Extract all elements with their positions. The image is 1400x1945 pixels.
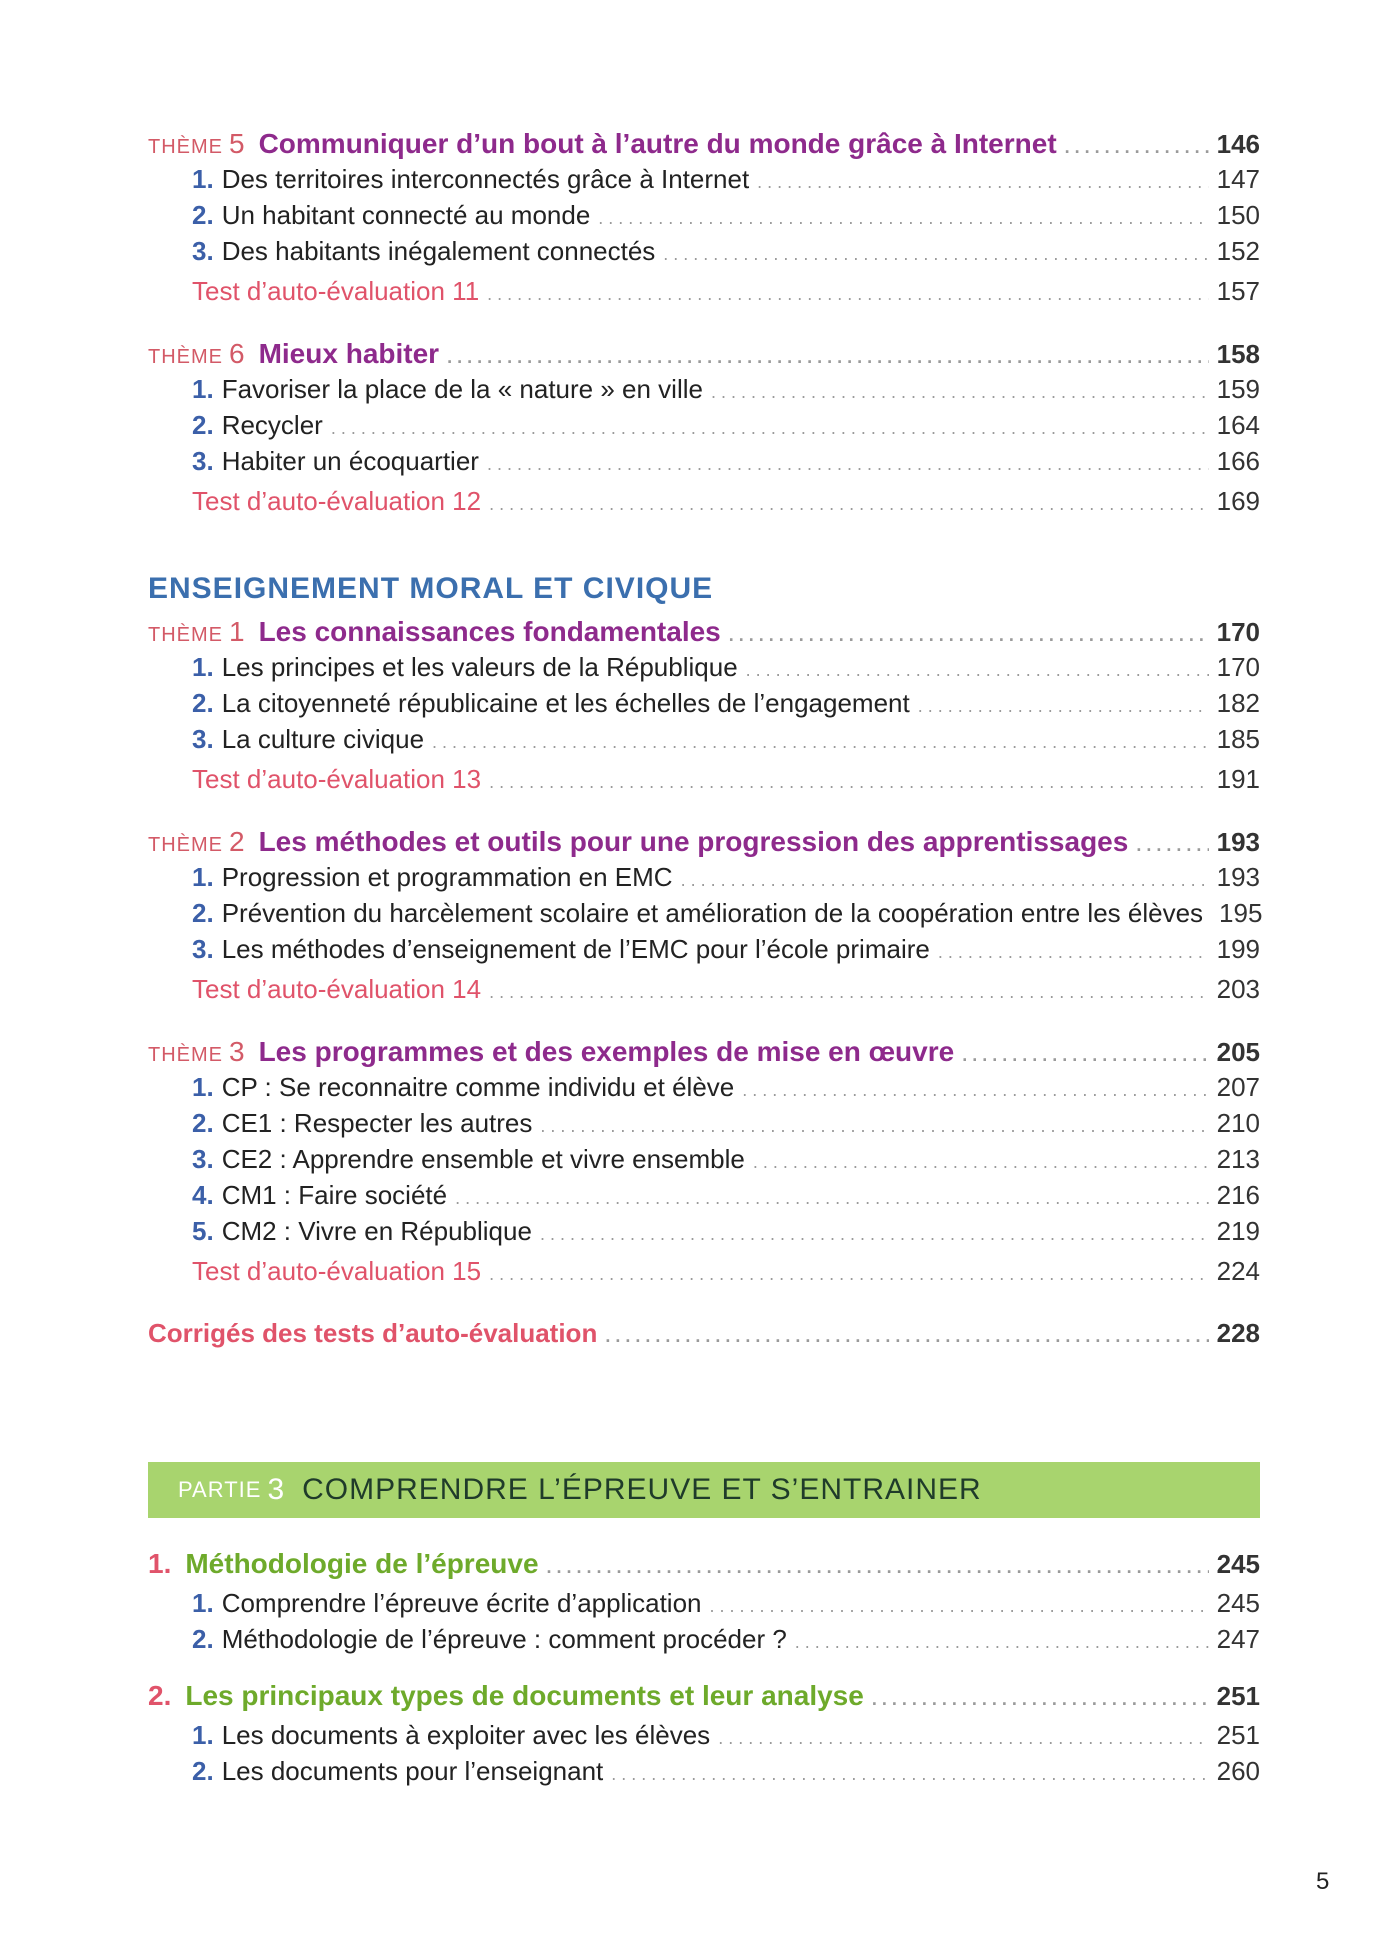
item-number: 2. [192, 410, 214, 440]
item-number: 5. [192, 1216, 214, 1246]
dot-leader [742, 1080, 1208, 1101]
dot-leader [938, 942, 1209, 963]
dot-leader [753, 1152, 1209, 1173]
theme-label: THÈME [148, 1044, 223, 1066]
item-number: 1. [192, 1072, 214, 1102]
item-title: Prévention du harcèlement scolaire et amélioration de la coopération entre les élèves [221, 898, 1204, 928]
dot-leader [489, 1264, 1209, 1285]
toc-item[interactable] [148, 1180, 1260, 1216]
item-number: 2. [192, 898, 214, 928]
dot-leader [663, 244, 1208, 265]
theme-title: Les programmes et des exemples de mise en œuvre [258, 1036, 955, 1067]
section-heading: ENSEIGNEMENT MORAL ET CIVIQUE [148, 572, 714, 605]
dot-leader [605, 1326, 1208, 1347]
dot-leader [611, 1764, 1208, 1785]
part-banner [148, 1462, 1260, 1518]
item-title: Méthodologie de l’épreuve : comment procéder ? [221, 1624, 787, 1654]
item-number: 1. [192, 862, 214, 892]
section-number: 1. [148, 1548, 172, 1579]
page-ref: 210 [1216, 1108, 1260, 1138]
theme-label: THÈME [148, 834, 223, 856]
page-ref: 245 [1216, 1588, 1260, 1618]
page-ref: 216 [1216, 1180, 1260, 1210]
theme-number: 3 [229, 1036, 245, 1067]
spacer [148, 806, 1260, 826]
section-number: 2. [148, 1680, 172, 1711]
dot-leader [872, 1689, 1209, 1710]
toc-item[interactable] [148, 164, 1260, 200]
dot-leader [718, 1728, 1208, 1749]
test-title: Test d’auto-évaluation 11 [192, 276, 480, 306]
page-ref: 219 [1216, 1216, 1260, 1246]
toc-theme-entry[interactable] [148, 826, 1260, 862]
dot-leader [540, 1116, 1208, 1137]
item-title: Progression et programmation en EMC [221, 862, 673, 892]
item-title: Recycler [221, 410, 323, 440]
page-ref: 185 [1216, 724, 1260, 754]
toc-section-entry[interactable] [148, 1548, 1260, 1588]
dot-leader [432, 732, 1209, 753]
toc-item[interactable] [148, 1624, 1260, 1660]
item-title: Favoriser la place de la « nature » en ville [221, 374, 703, 404]
toc-theme-entry[interactable] [148, 338, 1260, 374]
theme-number: 6 [229, 338, 245, 369]
dot-leader [681, 870, 1209, 891]
item-title: Des territoires interconnectés grâce à Internet [221, 164, 750, 194]
toc-item[interactable] [148, 1588, 1260, 1624]
dot-leader [711, 382, 1209, 403]
page-ref: 207 [1216, 1072, 1260, 1102]
toc-item[interactable] [148, 1144, 1260, 1180]
page-ref: 224 [1216, 1256, 1260, 1286]
test-title: Test d’auto-évaluation 13 [192, 764, 482, 794]
page-ref: 147 [1216, 164, 1260, 194]
item-title: La culture civique [221, 724, 425, 754]
page-ref: 152 [1216, 236, 1260, 266]
toc-corriges-entry[interactable] [148, 1318, 1260, 1358]
page-ref: 166 [1216, 446, 1260, 476]
toc-theme-entry[interactable] [148, 1036, 1260, 1072]
dot-leader [1065, 137, 1209, 158]
toc-item[interactable] [148, 236, 1260, 272]
dot-leader [962, 1045, 1208, 1066]
dot-leader [598, 208, 1208, 229]
dot-leader [455, 1188, 1209, 1209]
item-title: CP : Se reconnaitre comme individu et élève [221, 1072, 735, 1102]
theme-number: 5 [229, 128, 245, 159]
item-number: 2. [192, 688, 214, 718]
part3-contents [148, 1548, 1260, 1792]
theme-title: Communiquer d’un bout à l’autre du monde grâce à Internet [258, 128, 1057, 159]
page-ref: 146 [1216, 129, 1260, 159]
dot-leader [447, 347, 1209, 368]
item-number: 2. [192, 1756, 214, 1786]
page-ref: 213 [1216, 1144, 1260, 1174]
toc-item[interactable] [148, 446, 1260, 482]
page-ref: 203 [1216, 974, 1260, 1004]
item-number: 3. [192, 1144, 214, 1174]
part-label: PARTIE [178, 1477, 262, 1502]
item-number: 2. [192, 200, 214, 230]
dot-leader [746, 660, 1209, 681]
item-number: 1. [192, 164, 214, 194]
toc-section-entry[interactable] [148, 1680, 1260, 1720]
theme-number: 2 [229, 826, 245, 857]
dot-leader [918, 696, 1209, 717]
toc-item[interactable] [148, 200, 1260, 236]
toc-test-entry[interactable] [148, 970, 1260, 1016]
item-title: Les principes et les valeurs de la République [221, 652, 738, 682]
toc-item[interactable] [148, 898, 1263, 934]
page-ref: 228 [1216, 1318, 1260, 1348]
dot-leader [729, 625, 1209, 646]
dot-leader [757, 172, 1208, 193]
item-title: Les documents pour l’enseignant [221, 1756, 604, 1786]
page-ref: 157 [1216, 276, 1260, 306]
item-number: 2. [192, 1108, 214, 1138]
item-number: 3. [192, 236, 214, 266]
toc-item[interactable] [148, 688, 1260, 724]
item-number: 1. [192, 652, 214, 682]
toc-test-entry[interactable] [148, 1252, 1260, 1298]
toc-item[interactable] [148, 1108, 1260, 1144]
toc-item[interactable] [148, 862, 1260, 898]
item-title: Comprendre l’épreuve écrite d’application [221, 1588, 702, 1618]
spacer [148, 318, 1260, 338]
item-number: 1. [192, 1588, 214, 1618]
dot-leader [547, 1557, 1209, 1578]
page-number: 5 [1316, 1868, 1330, 1895]
item-number: 3. [192, 724, 214, 754]
spacer [148, 528, 1260, 562]
item-title: La citoyenneté républicaine et les échelles de l’engagement [221, 688, 910, 718]
page-ref: 158 [1216, 339, 1260, 369]
dot-leader [795, 1632, 1209, 1653]
page-ref: 247 [1216, 1624, 1260, 1654]
toc-item[interactable] [148, 1216, 1260, 1252]
page-ref: 245 [1216, 1549, 1260, 1579]
item-number: 3. [192, 446, 214, 476]
toc-item[interactable] [148, 724, 1260, 760]
toc-item[interactable] [148, 1072, 1260, 1108]
toc-item[interactable] [148, 374, 1260, 410]
section-title: Méthodologie de l’épreuve [185, 1548, 539, 1579]
spacer [148, 1298, 1260, 1318]
page-ref: 251 [1216, 1720, 1260, 1750]
part-number: 3 [267, 1473, 285, 1506]
toc-theme-entry[interactable] [148, 128, 1260, 164]
theme-label: THÈME [148, 346, 223, 368]
page-ref: 205 [1216, 1037, 1260, 1067]
toc-theme-entry[interactable] [148, 616, 1260, 652]
item-title: Les méthodes d’enseignement de l’EMC pour l’école primaire [221, 934, 930, 964]
item-title: Les documents à exploiter avec les élèves [221, 1720, 711, 1750]
theme-number: 1 [229, 616, 245, 647]
corriges-title: Corrigés des tests d’auto-évaluation [148, 1318, 598, 1348]
item-title: CE2 : Apprendre ensemble et vivre ensemble [221, 1144, 745, 1174]
item-title: CM1 : Faire société [221, 1180, 448, 1210]
test-title: Test d’auto-évaluation 12 [192, 486, 482, 516]
item-title: CE1 : Respecter les autres [221, 1108, 533, 1138]
spacer [148, 1660, 1260, 1680]
theme-title: Mieux habiter [258, 338, 440, 369]
part-title: COMPRENDRE L’ÉPREUVE ET S’ENTRAINER [302, 1473, 982, 1506]
page-ref: 150 [1216, 200, 1260, 230]
dot-leader [489, 982, 1209, 1003]
item-title: Des habitants inégalement connectés [221, 236, 656, 266]
section-title: Les principaux types de documents et leur analyse [185, 1680, 864, 1711]
item-number: 4. [192, 1180, 214, 1210]
toc-test-entry[interactable] [148, 272, 1260, 318]
theme-title: Les méthodes et outils pour une progression des apprentissages [258, 826, 1129, 857]
test-title: Test d’auto-évaluation 15 [192, 1256, 482, 1286]
dot-leader [487, 284, 1208, 305]
dot-leader [1136, 835, 1208, 856]
toc-item[interactable] [148, 1720, 1260, 1756]
dot-leader [540, 1224, 1209, 1245]
dot-leader [710, 1596, 1209, 1617]
toc-test-entry[interactable] [148, 760, 1260, 806]
dot-leader [489, 494, 1209, 515]
theme-label: THÈME [148, 136, 223, 158]
toc-test-entry[interactable] [148, 482, 1260, 528]
page-ref: 193 [1216, 827, 1260, 857]
page-ref: 251 [1216, 1681, 1260, 1711]
item-title: CM2 : Vivre en République [221, 1216, 532, 1246]
item-number: 3. [192, 934, 214, 964]
dot-leader [489, 772, 1209, 793]
page-ref: 191 [1216, 764, 1260, 794]
item-number: 2. [192, 1624, 214, 1654]
toc-item[interactable] [148, 410, 1260, 446]
toc-item[interactable] [148, 934, 1260, 970]
page-ref: 260 [1216, 1756, 1260, 1786]
page-ref: 170 [1216, 617, 1260, 647]
toc-item[interactable] [148, 1756, 1260, 1792]
page-ref: 199 [1216, 934, 1260, 964]
toc-item[interactable] [148, 652, 1260, 688]
item-number: 1. [192, 1720, 214, 1750]
spacer [148, 1016, 1260, 1036]
dot-leader [331, 418, 1209, 439]
theme-label: THÈME [148, 624, 223, 646]
item-title: Habiter un écoquartier [221, 446, 479, 476]
page-ref: 182 [1216, 688, 1260, 718]
item-number: 1. [192, 374, 214, 404]
dot-leader [487, 454, 1209, 475]
page-ref: 159 [1216, 374, 1260, 404]
item-title: Un habitant connecté au monde [221, 200, 591, 230]
page-ref: 195 [1219, 898, 1263, 928]
theme-title: Les connaissances fondamentales [258, 616, 721, 647]
page-ref: 170 [1216, 652, 1260, 682]
page-ref: 164 [1216, 410, 1260, 440]
table-of-contents [148, 128, 1263, 1358]
page-ref: 193 [1216, 862, 1260, 892]
test-title: Test d’auto-évaluation 14 [192, 974, 482, 1004]
page-ref: 169 [1216, 486, 1260, 516]
